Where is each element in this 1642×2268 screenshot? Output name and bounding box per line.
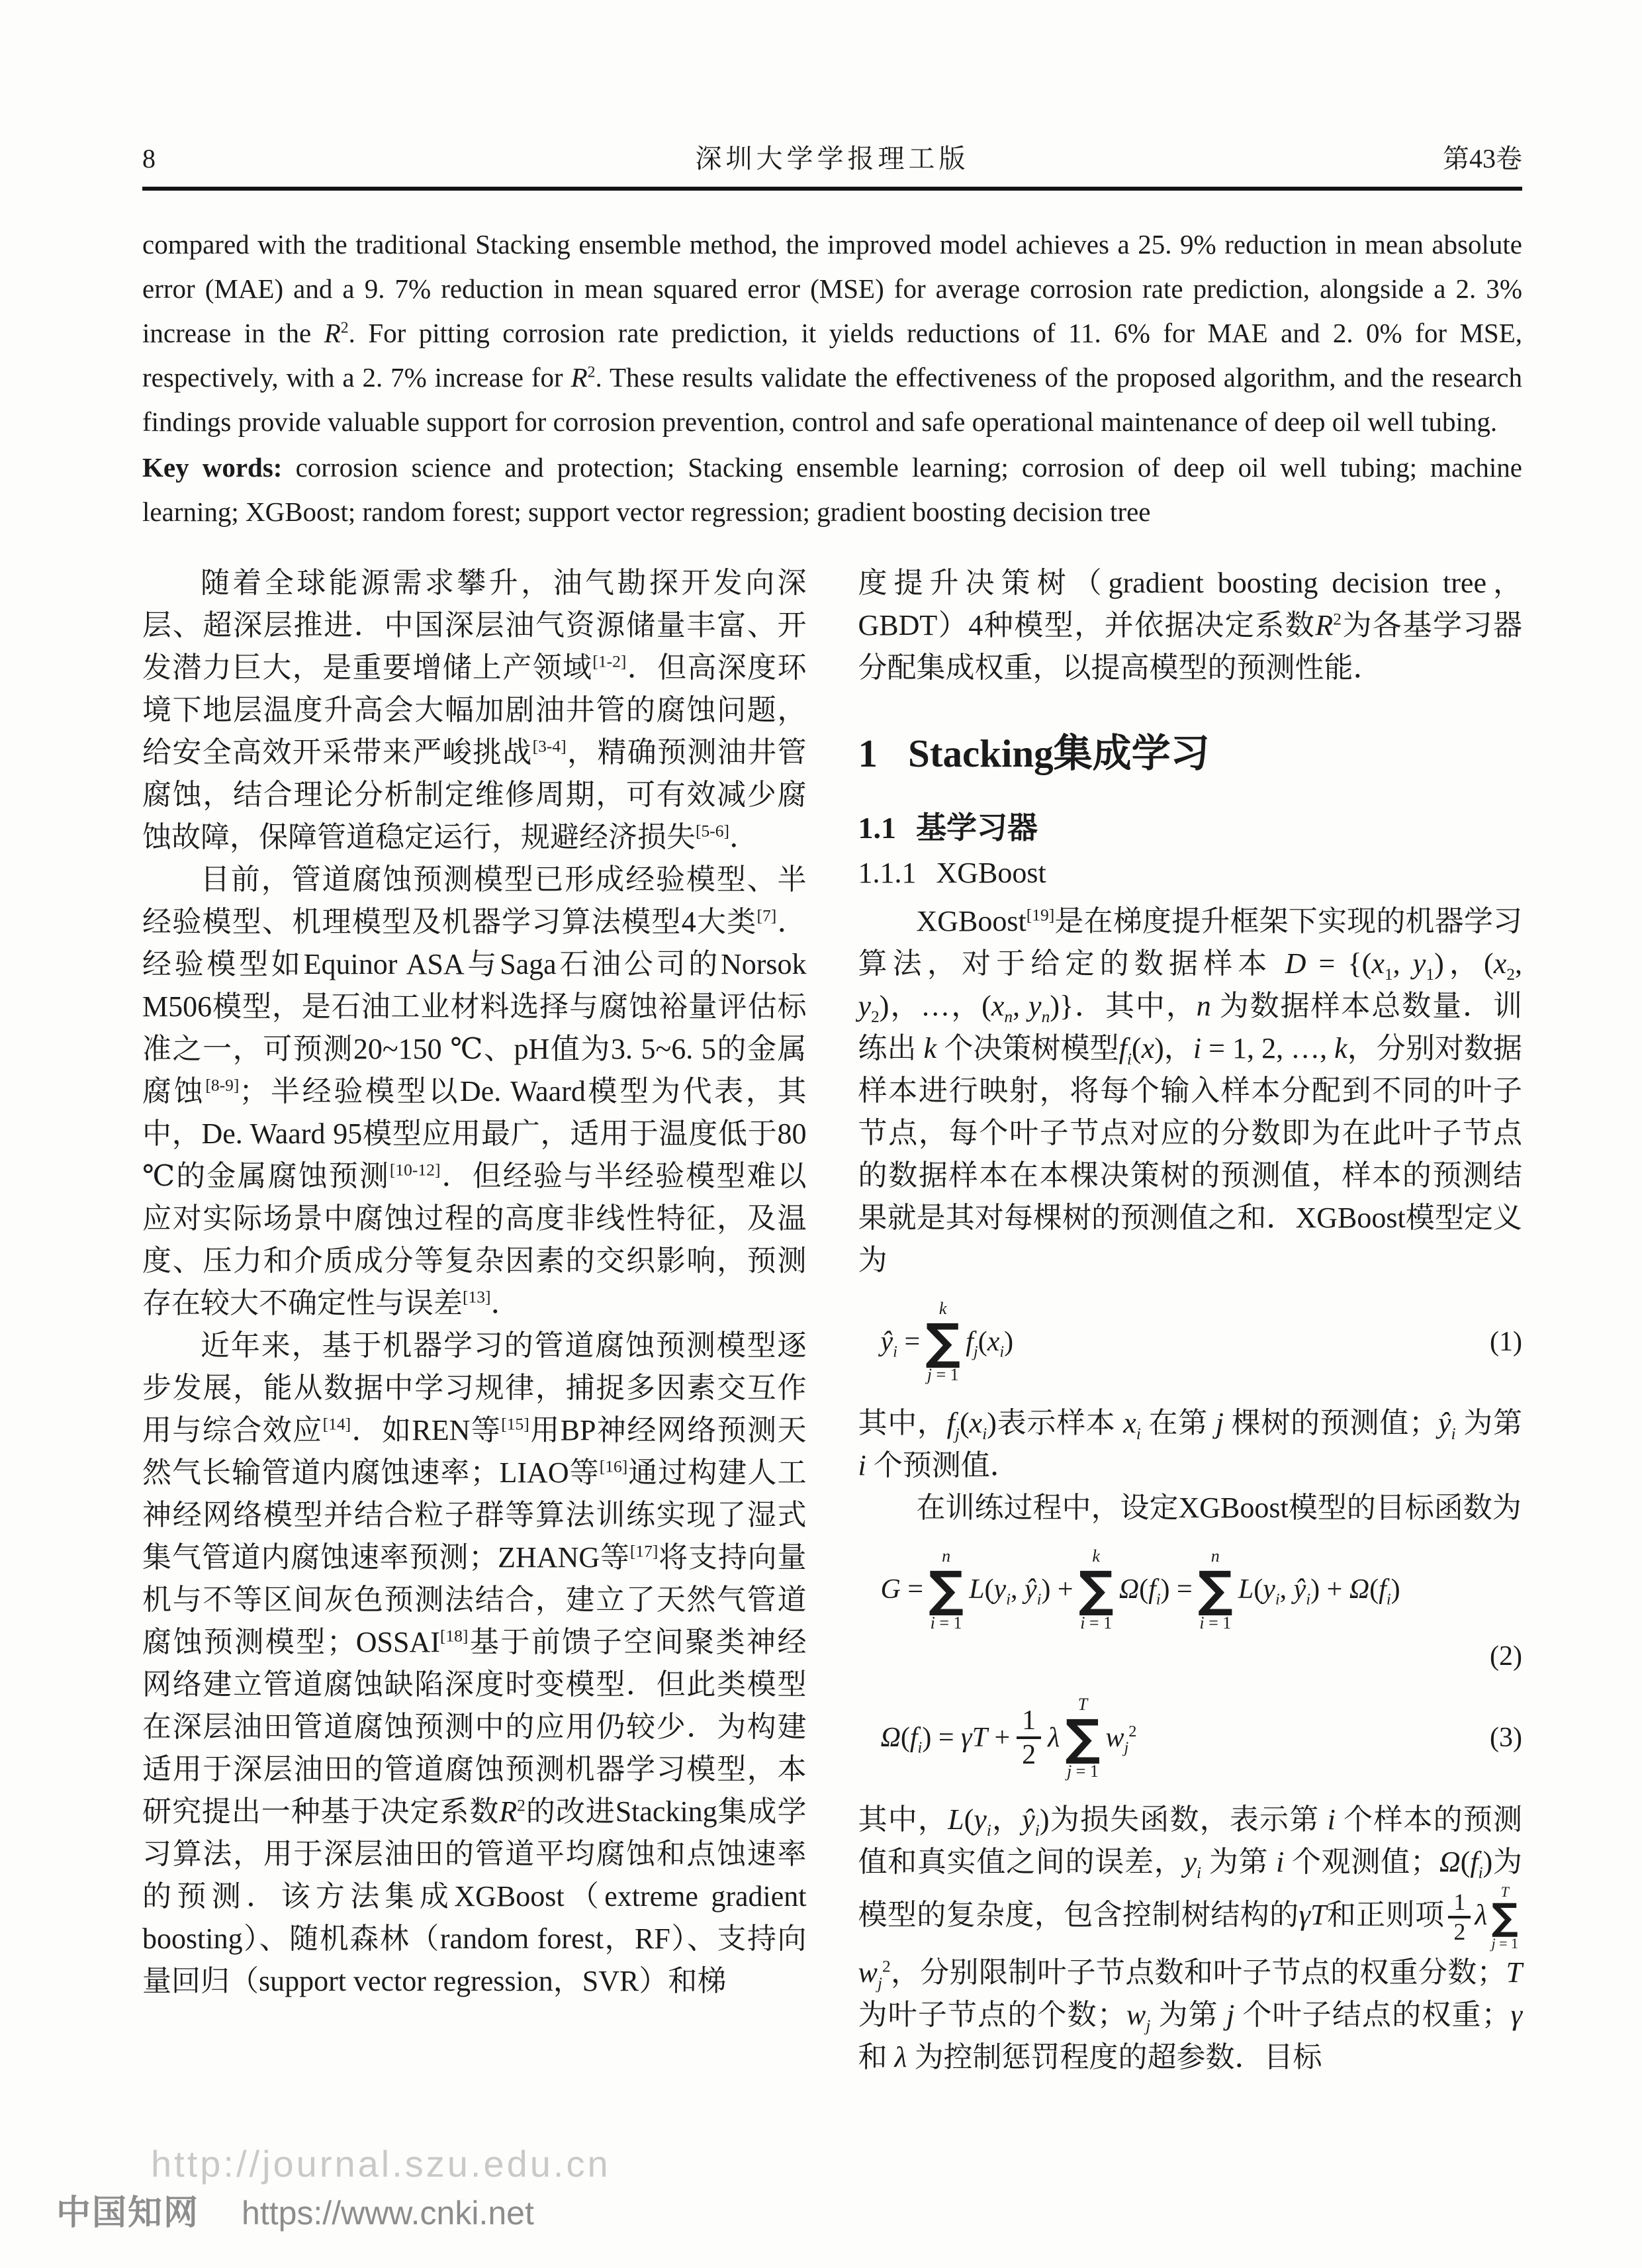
page-number: 8	[142, 144, 156, 173]
paragraph-intro-2: 目前，管道腐蚀预测模型已形成经验模型、半经验模型、机理模型及机器学习算法模型4大类[7]．经验模型如Equinor ASA与Saga石油公司的Norsok M506模型，是石油工业材料选择与腐蚀裕量评估标准之一，可预测20~150 ℃、pH值为3. 5~6. 5的金属腐蚀[8-9]；半经验模型以De. Waard模型为代表，其中，De. Waard 95模型应用最广，适用于温度低于80 ℃的金属腐蚀预测[10-12]．但经验与半经验模型难以应对实际场景中腐蚀过程的高度非线性特征，及温度、压力和介质成分等复杂因素的交织影响，预测存在较大不确定性与误差[13]．	[142, 863, 807, 1319]
equation-1-number: (1)	[1490, 1327, 1522, 1358]
paragraph-intro-continuation: 度提升决策树（gradient boosting decision tree，GBDT）4种模型，并依据决定系数$R^2$为各基学习器分配集成权重，以提高模型的预测性能．	[858, 567, 1523, 684]
section-1-heading	[858, 730, 1523, 777]
header-rule	[142, 187, 1522, 191]
cnki-watermark	[56, 2185, 534, 2234]
section-1-1-title: 基学习器	[916, 810, 1038, 845]
paragraph-eq1-note: 其中，$f_j(x_i)$表示样本 $x_i$ 在第 j 棵树的预测值；$ŷ_i$ 为第 i 个预测值．	[858, 1407, 1523, 1482]
journal-title: 深圳大学学报理工版	[695, 144, 970, 173]
paragraph-objective-intro: 在训练过程中，设定XGBoost模型的目标函数为	[916, 1491, 1522, 1525]
keywords-block	[142, 446, 1522, 534]
keywords-text: corrosion science and protection; Stacking ensemble learning; corrosion of deep oil well tubing; machine learning; XGBoost; random forest; support vector regression; gradient boosting decision tree	[142, 452, 1523, 527]
column-left	[142, 562, 807, 2079]
section-1-1-heading	[858, 809, 1523, 847]
volume-label: 第43卷	[1443, 144, 1522, 173]
paragraph-xgboost-intro: XGBoost[19]是在梯度提升框架下实现的机器学习算法，对于给定的数据样本 $D = \{(x_1$, $y_1$)，($x_2$, $y_2$)，…，($x_n$, $y_n$)}．其中，n 为数据样本总数量．训练出 k 个决策树模型$f_i(x)$，i = 1, 2, …, k，分别对数据样本进行映射，将每个输入样本分配到不同的叶子节点，每个叶子节点对应的分数即为在此叶子节点的数据样本在本棵决策树的预测值，样本的预测结果就是其对每棵树的预测值之和．XGBoost模型定义为	[858, 905, 1523, 1277]
section-1-1-1-number: 1.1.1	[858, 857, 917, 890]
section-1-1-number: 1.1	[858, 810, 896, 845]
equation-2-number: (2)	[1490, 1641, 1522, 1672]
equation-3-formula: $\Omega(f_i) = \gamma T$ + $\frac{1}{2}$ λ T ∑ j = 1 $w_j^2$	[880, 1695, 1137, 1781]
section-1-title: Stacking集成学习	[908, 732, 1210, 775]
page-header	[142, 144, 1522, 173]
equation-2	[858, 1546, 1523, 1632]
equation-2-formula: G = n ∑ i = 1 $L(y_i$, $ŷ_i$) + k ∑ i = 1 $\Omega(f_i)$ = n ∑ i = 1 $L(y_i$, $ŷ_i) + \Omega(f_i)$	[880, 1546, 1400, 1632]
section-1-1-1-heading	[858, 855, 1523, 891]
column-right	[858, 562, 1523, 2079]
cnki-logo-text: 中国知网	[56, 2194, 200, 2232]
equation-3-number: (3)	[1490, 1723, 1522, 1754]
equation-1-formula: $ŷ_i$ = k ∑ j = 1 $f_j(x_i)$	[880, 1299, 1014, 1385]
paragraph-eq-note: 其中，$L(y_i$，$ŷ_i$)为损失函数，表示第 i 个样本的预测值和真实值之间的误差，$y_i$ 为第 i 个观测值；$\Omega(f_i)$为模型的复杂度，包含控制树结构的γT和正则项 $\frac{1}{2}$ λ T ∑ j = 1 $w_j^2$，分别限制叶子节点数和叶子节点的权重分数；T 为叶子节点的个数；$w_j$ 为第 j 个叶子结点的权重；γ 和 λ 为控制惩罚程度的超参数．目标	[858, 1803, 1523, 2074]
keywords-label: Key words:	[142, 452, 283, 483]
equation-3	[858, 1695, 1523, 1781]
journal-url-watermark: http://journal.szu.edu.cn	[151, 2143, 611, 2185]
paragraph-intro-1: 随着全球能源需求攀升，油气勘探开发向深层、超深层推进．中国深层油气资源储量丰富、开发潜力巨大，是重要增储上产领域[1-2]．但高深度环境下地层温度升高会大幅加剧油井管的腐蚀问题，给安全高效开采带来严峻挑战[3-4]，精确预测油井管腐蚀，结合理论分析制定维修周期，可有效减少腐蚀故障，保障管道稳定运行，规避经济损失[5-6]．	[142, 567, 807, 853]
equation-1	[858, 1299, 1523, 1385]
cnki-url-text: https://www.cnki.net	[242, 2195, 534, 2232]
abstract-text: compared with the traditional Stacking ensemble method, the improved model achieves a 25. 9% reduction in mean absolute error (MAE) and a 9. 7% reduction in mean squared error (MSE) for average corrosion rate prediction, alongside a 2. 3% increase in the $R^2$. For pitting corrosion rate prediction, it yields reductions of 11. 6% for MAE and 2. 0% for MSE, respectively, with a 2. 7% increase for $R^2$. These results validate the effectiveness of the proposed algorithm, and the research findings provide valuable support for corrosion prevention, control and safe operational maintenance of deep oil well tubing.	[142, 229, 1522, 437]
paragraph-intro-3: 近年来，基于机器学习的管道腐蚀预测模型逐步发展，能从数据中学习规律，捕捉多因素交互作用与综合效应[14]．如REN等[15]用BP神经网络预测天然气长输管道内腐蚀速率；LIAO等[16]通过构建人工神经网络模型并结合粒子群等算法训练实现了湿式集气管道内腐蚀速率预测；ZHANG等[17]将支持向量机与不等区间灰色预测法结合，建立了天然气管道腐蚀预测模型；OSSAI[18]基于前馈子空间聚类神经网络建立管道腐蚀缺陷深度时变模型．但此类模型在深层油田管道腐蚀预测中的应用仍较少．为构建适用于深层油田的管道腐蚀预测机器学习模型，本研究提出一种基于决定系数$R^2$的改进Stacking集成学习算法，用于深层油田的管道平均腐蚀和点蚀速率的预测．该方法集成XGBoost（extreme gradient boosting）、随机森林（random forest，RF）、支持向量回归（support vector regression，SVR）和梯	[142, 1329, 807, 1997]
two-column-body	[142, 562, 1522, 2079]
section-1-number: 1	[858, 732, 878, 775]
abstract-continuation	[142, 222, 1522, 444]
section-1-1-1-title: XGBoost	[936, 857, 1046, 890]
